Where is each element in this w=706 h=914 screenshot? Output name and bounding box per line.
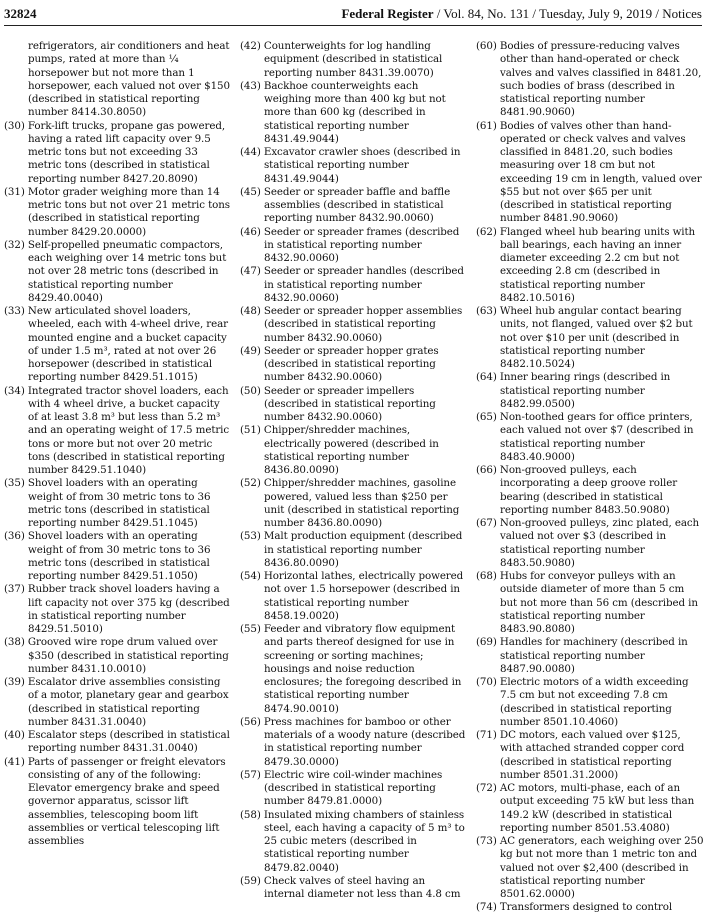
continued-item-text: refrigerators, air conditioners and heat pumps, rated at more than ¼ horsepower but not more than 1 horsepower, each valued not over $150 (described in statistical reporting number 8414.30.8050) (28, 40, 230, 119)
list-item: (67) Non-grooved pulleys, zinc plated, each valued not over $3 (described in statistical reporting number 8483.50.9080) (476, 517, 700, 569)
list-item: (39) Escalator drive assemblies consisting of a motor, planetary gear and gearbox (described in statistical reporting number 8431.31.0040) (4, 676, 229, 728)
list-item: (51) Chipper/shredder machines, electrically powered (described in statistical reporting number 8436.80.0090) (240, 424, 439, 476)
list-item: (64) Inner bearing rings (described in statistical reporting number 8482.99.0500) (476, 371, 671, 410)
text-column-1 (4, 40, 232, 914)
list-item: (61) Bodies of valves other than hand-operated or check valves and valves classified in 8481.20, such bodies measuring over 18 cm but not exceeding 19 cm in length, valued over $55 but not over $65 per unit (described in statistical reporting number 8481.90.9060) (476, 119, 702, 225)
list-item: (63) Wheel hub angular contact bearing units, not flanged, valued over $2 but not over $10 per unit (described in statistical reporting number 8482.10.5024) (476, 305, 693, 370)
list-item: (72) AC motors, multi-phase, each of an output exceeding 75 kW but less than 149.2 kW (described in statistical reporting number 8501.53.4080) (476, 782, 695, 834)
list-item: (71) DC motors, each valued over $125, with attached stranded copper cord (described in statistical reporting number 8501.31.2000) (476, 729, 685, 781)
list-item: (41) Parts of passenger or freight elevators consisting of any of the following: Elevator emergency brake and speed governor apparatus, scissor lift assemblies, telescoping boom lift assemblies or vertical telescoping lift assemblies (4, 755, 226, 847)
list-item: (73) AC generators, each weighing over 250 kg but not more than 1 metric ton and valued not over $2,400 (described in statistical reporting number 8501.62.0000) (476, 835, 704, 900)
list-item: (46) Seeder or spreader frames (described in statistical reporting number 8432.90.0060) (240, 225, 460, 264)
list-item: (31) Motor grader weighing more than 14 metric tons but not over 21 metric tons (described in statistical reporting number 8429.20.0000) (4, 185, 230, 238)
publication-name: Federal Register (341, 6, 434, 21)
list-item: (65) Non-toothed gears for office printers, each valued not over $7 (described in statistical reporting number 8483.40.9000) (476, 411, 694, 463)
list-item: (60) Bodies of pressure-reducing valves other than hand-operated or check valves and valves classified in 8481.20, such bodies of brass (described in statistical reporting number 8481.90.9060) (476, 40, 702, 119)
list-item: (38) Grooved wire rope drum valued over $350 (described in statistical reporting number 8431.10.0010) (4, 636, 229, 675)
list-item: (32) Self-propelled pneumatic compactors, each weighing over 14 metric tons but not over 28 metric tons (described in statistical reporting number 8429.40.0040) (4, 238, 227, 304)
issue-date: Tuesday, July 9, 2019 (538, 6, 653, 21)
list-item: (40) Escalator steps (described in statistical reporting number 8431.31.0040) (4, 729, 230, 755)
list-item: (58) Insulated mixing chambers of stainless steel, each having a capacity of 5 m³ to 25 cubic meters (described in statistical reporting number 8479.82.0040) (240, 808, 465, 874)
list-item: (62) Flanged wheel hub bearing units with ball bearings, each having an inner diameter exceeding 2.2 cm but not exceeding 2.8 cm (described in statistical reporting number 8482.10.5016) (476, 225, 696, 304)
list-item: (30) Fork-lift trucks, propane gas powered, having a rated lift capacity over 9.5 metric tons but not exceeding 33 metric tons (described in statistical reporting number 8427.20.8090) (4, 119, 225, 185)
list-item: (57) Electric wire coil-winder machines (described in statistical reporting number 8479.81.0000) (240, 768, 443, 808)
list-item: (42) Counterweights for log handling equipment (described in statistical reporting number 8431.39.0070) (240, 40, 443, 79)
list-item: (59) Check valves of steel having an internal diameter not less than 4.8 cm (240, 874, 461, 900)
list-item: (52) Chipper/shredder machines, gasoline powered, valued less than $250 per unit (described in statistical reporting number 8436.80.0090) (240, 477, 460, 529)
list-item: (68) Hubs for conveyor pulleys with an outside diameter of more than 5 cm but not more than 56 cm (described in statistical reporting number 8483.90.8080) (476, 570, 698, 635)
list-item: (37) Rubber track shovel loaders having a lift capacity not over 375 kg (described in statistical reporting number 8429.51.5010) (4, 583, 230, 635)
volume-issue: Vol. 84, No. 131 (443, 6, 530, 21)
list-item: (43) Backhoe counterweights each weighing more than 400 kg but not more than 600 kg (described in statistical reporting number 8431.49.9044) (240, 79, 446, 145)
text-column-3 (476, 40, 704, 914)
list-item: (48) Seeder or spreader hopper assemblies (described in statistical reporting number 8432.90.0060) (240, 305, 463, 344)
section-name: Notices (662, 6, 702, 21)
list-item: (70) Electric motors of a width exceeding 7.5 cm but not exceeding 7.8 cm (described in statistical reporting number 8501.10.4060) (476, 676, 689, 728)
list-item: (56) Press machines for bamboo or other materials of a woody nature (described in statistical reporting number 8479.30.0000) (240, 715, 466, 768)
page-header (4, 3, 702, 26)
list-item: (35) Shovel loaders with an operating weight of from 30 metric tons to 36 metric tons (described in statistical reporting number 8429.51.1045) (4, 477, 211, 529)
running-head: Federal Register / Vol. 84, No. 131 / Tuesday, July 9, 2019 / Notices (341, 6, 702, 21)
list-item: (34) Integrated tractor shovel loaders, each with 4 wheel drive, a bucket capacity of at least 3.8 m³ but less than 5.2 m³ and an operating weight of 17.5 metric tons or more but not over 20 metric tons (described in statistical reporting number 8429.51.1040) (4, 384, 230, 476)
list-item: (53) Malt production equipment (described in statistical reporting number 8436.80.0090) (240, 530, 463, 569)
list-item: (49) Seeder or spreader hopper grates (described in statistical reporting number 8432.90.0060) (240, 344, 439, 384)
list-item: (55) Feeder and vibratory flow equipment and parts thereof designed for use in screening or sorting machines; housings and noise reduction enclosures; the foregoing described in statistical reporting number 8474.90.0010) (240, 623, 462, 715)
text-column-2 (240, 40, 468, 914)
list-item: (33) New articulated shovel loaders, wheeled, each with 4-wheel drive, rear mounted engine and a bucket capacity of under 1.5 m³, rated at not over 26 horsepower (described in statistical reporting number 8429.51.1015) (4, 305, 228, 384)
list-item: (45) Seeder or spreader baffle and baffle assemblies (described in statistical reporting number 8432.90.0060) (240, 185, 451, 225)
list-item: (54) Horizontal lathes, electrically powered not over 1.5 horsepower (described in statistical reporting number 8458.19.0020) (240, 570, 464, 622)
list-item: (50) Seeder or spreader impellers (described in statistical reporting number 8432.90.0060) (240, 384, 436, 423)
page-number: 32824 (4, 6, 37, 21)
list-item: (69) Handles for machinery (described in statistical reporting number 8487.90.0080) (476, 636, 688, 675)
list-item: (66) Non-grooved pulleys, each incorporating a deep groove roller bearing (described in statistical reporting number 8483.50.9080) (476, 464, 678, 516)
list-item: (36) Shovel loaders with an operating weight of from 30 metric tons to 36 metric tons (described in statistical reporting number 8429.51.1050) (4, 530, 211, 582)
list-item: (74) Transformers designed to control (476, 901, 673, 914)
list-item: (47) Seeder or spreader handles (described in statistical reporting number 8432.90.0060) (240, 265, 464, 304)
list-item: (44) Excavator crawler shoes (described in statistical reporting number 8431.49.9044) (240, 146, 461, 185)
